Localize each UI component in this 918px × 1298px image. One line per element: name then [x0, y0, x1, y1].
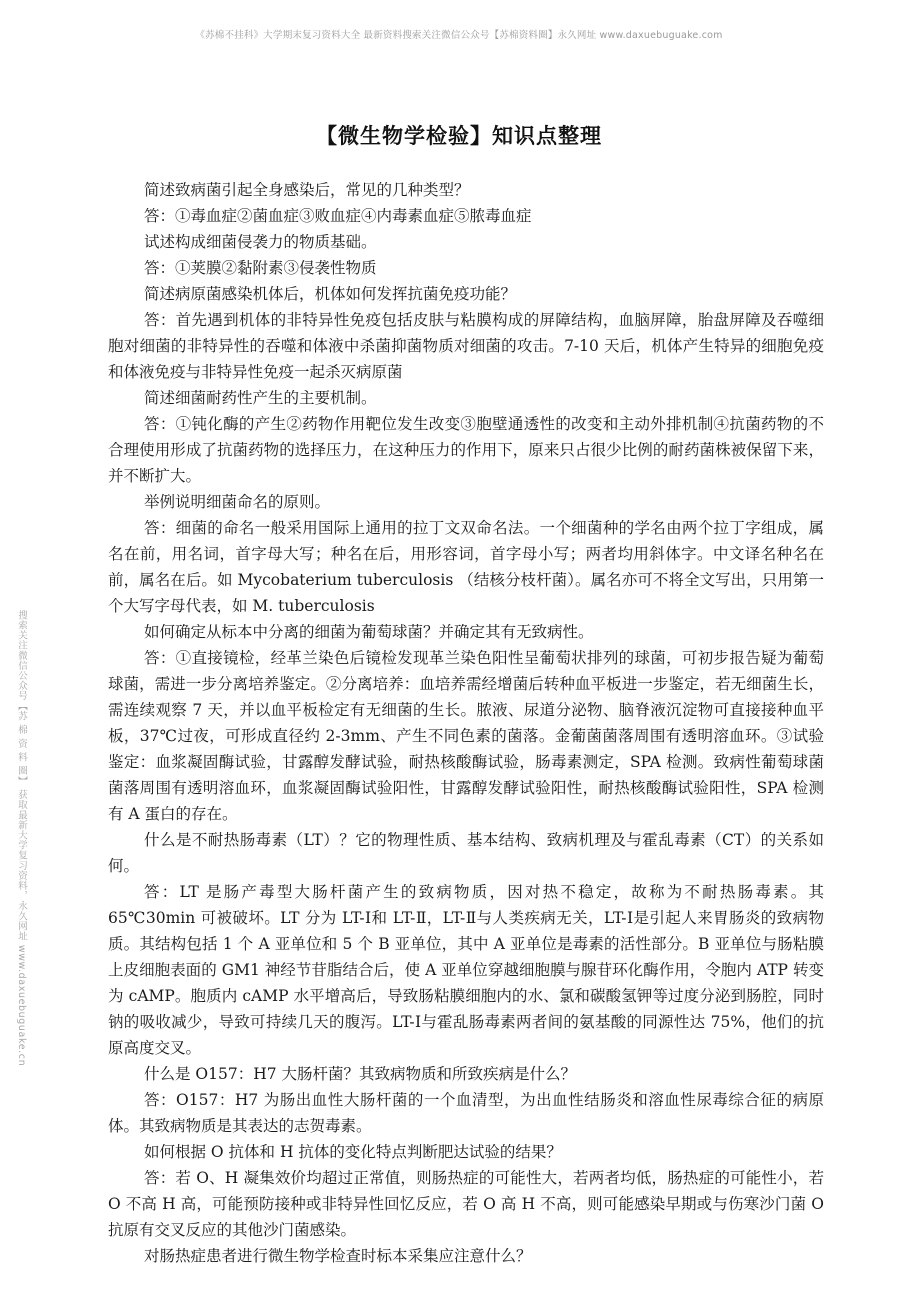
paragraph: 答：细菌的命名一般采用国际上通用的拉丁文双命名法。一个细菌种的学名由两个拉丁字组成，属名在前，用名词，首字母大写；种名在后，用形容词，首字母小写；两者均用斜体字。中文译名种名在前，属名在后。如 Mycobaterium tuberculosis （结核分枝杆菌）。属名亦可不将全文写出，只用第一个大写字母代表，如 M. tuberculosis — [108, 519, 824, 615]
document-title: 【微生物学检验】知识点整理 — [316, 124, 602, 148]
paragraph: 如何根据 O 抗体和 H 抗体的变化特点判断肥达试验的结果？ — [144, 1143, 562, 1161]
paragraph: 举例说明细菌命名的原则。 — [144, 493, 331, 511]
paragraph: 试述构成细菌侵袭力的物质基础。 — [144, 233, 377, 251]
paragraph: 如何确定从标本中分离的细菌为葡萄球菌？并确定其有无致病性。 — [144, 623, 594, 641]
paragraph: 答：①荚膜②黏附素③侵袭性物质 — [144, 259, 377, 277]
paragraph: 简述病原菌感染机体后，机体如何发挥抗菌免疫功能？ — [144, 285, 517, 303]
paragraph: 答：①毒血症②菌血症③败血症④内毒素血症⑤脓毒血症 — [144, 207, 532, 225]
paragraph: 答：LT 是肠产毒型大肠杆菌产生的致病物质，因对热不稳定，故称为不耐热肠毒素。其 65℃30min 可被破坏。LT 分为 LT-Ⅰ和 LT-Ⅱ，LT-Ⅱ与人类疾病无关，LT-Ⅰ是引起人来胃肠炎的致病物质。其结构包括 1 个 A 亚单位和 5 个 B 亚单位，其中 A 亚单位是毒素的活性部分。B 亚单位与肠粘膜上皮细胞表面的 GM1 神经节苷脂结合后，使 A 亚单位穿越细胞膜与腺苷环化酶作用，令胞内 ATP 转变为 cAMP。胞质内 cAMP 水平增高后，导致肠粘膜细胞内的水、氯和碳酸氢钾等过度分泌到肠腔，同时钠的吸收减少，导致可持续几天的腹泻。LT-Ⅰ与霍乱肠毒素两者间的氨基酸的同源性达 75%，他们的抗原高度交叉。 — [108, 883, 824, 1057]
paragraph: 对肠热症患者进行微生物学检查时标本采集应注意什么？ — [144, 1247, 532, 1265]
document-body — [108, 177, 824, 1269]
paragraph: 答：①钝化酶的产生②药物作用靶位发生改变③胞壁通透性的改变和主动外排机制④抗菌药物的不合理使用形成了抗菌药物的选择压力，在这种压力的作用下，原来只占很少比例的耐药菌株被保留下来，并不断扩大。 — [108, 415, 824, 485]
paragraph: 答：首先遇到机体的非特异性免疫包括皮肤与粘膜构成的屏障结构，血脑屏障，胎盘屏障及吞噬细胞对细菌的非特异性的吞噬和体液中杀菌抑菌物质对细菌的攻击。7-10 天后，机体产生特异的细胞免疫和体液免疫与非特异性免疫一起杀灭病原菌 — [108, 311, 824, 381]
paragraph: 简述致病菌引起全身感染后，常见的几种类型？ — [144, 181, 470, 199]
paragraph: 答：若 O、H 凝集效价均超过正常值，则肠热症的可能性大，若两者均低，肠热症的可能性小，若 O 不高 H 高，可能预防接种或非特异性回忆反应，若 O 高 H 不高，则可能感染早期或与伤寒沙门菌 O 抗原有交叉反应的其他沙门菌感染。 — [108, 1169, 824, 1239]
header-watermark: 《苏棉不挂科》大学期末复习资料大全 最新资料搜索关注微信公众号【苏棉资料圈】永久网址 www.daxuebuguake.com — [195, 30, 723, 41]
paragraph: 答：①直接镜检，经革兰染色后镜检发现革兰染色阳性呈葡萄状排列的球菌，可初步报告疑为葡萄球菌，需进一步分离培养鉴定。②分离培养：血培养需经增菌后转种血平板进一步鉴定，若无细菌生长，需连续观察 7 天，并以血平板检定有无细菌的生长。脓液、尿道分泌物、脑脊液沉淀物可直接接种血平板，37℃过夜，可形成直径约 2-3mm、产生不同色素的菌落。金葡菌菌落周围有透明溶血环。③试验鉴定：血浆凝固酶试验，甘露醇发酵试验，耐热核酸酶试验，肠毒素测定，SPA 检测。致病性葡萄球菌菌落周围有透明溶血环，血浆凝固酶试验阳性，甘露醇发酵试验阳性，耐热核酸酶试验阳性，SPA 检测有 A 蛋白的存在。 — [108, 649, 824, 823]
paragraph: 什么是 O157：H7 大肠杆菌？其致病物质和所致疾病是什么？ — [144, 1065, 577, 1083]
paragraph: 答：O157：H7 为肠出血性大肠杆菌的一个血清型，为出血性结肠炎和溶血性尿毒综合征的病原体。其致病物质是其表达的志贺毒素。 — [108, 1091, 824, 1135]
paragraph: 什么是不耐热肠毒素（LT）？它的物理性质、基本结构、致病机理及与霍乱毒素（CT）的关系如何。 — [108, 831, 824, 875]
side-watermark: 搜索关注微信公众号【苏 棉 资 料 圈】 获取最新大学复习资料，永久网址 www.daxuebuguake.cn — [16, 610, 27, 1067]
paragraph: 简述细菌耐药性产生的主要机制。 — [144, 389, 377, 407]
